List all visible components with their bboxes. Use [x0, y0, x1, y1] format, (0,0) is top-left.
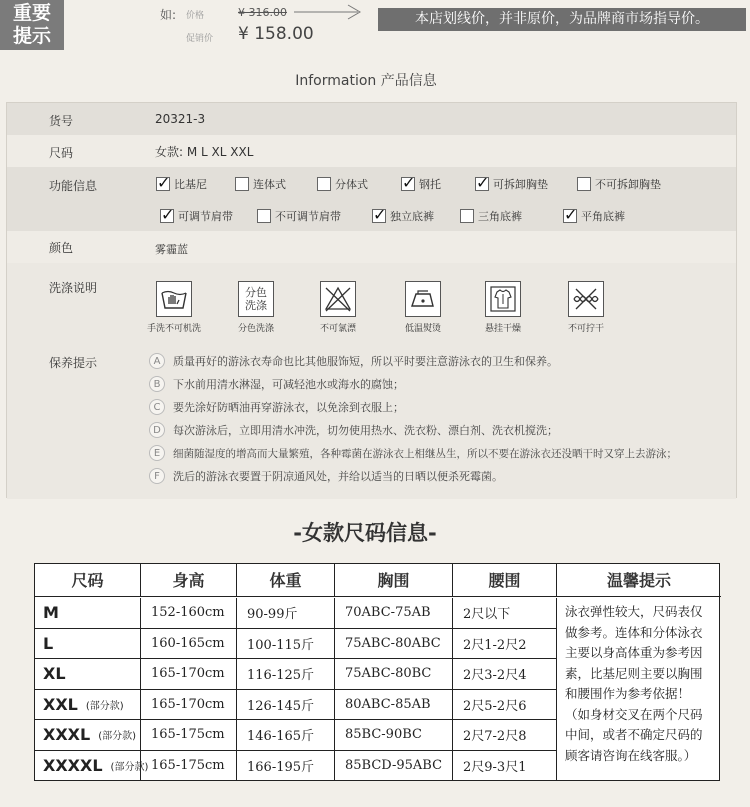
function-row — [7, 167, 736, 231]
original-price-label: 价格 — [186, 11, 205, 21]
checkbox-checked — [401, 177, 415, 191]
promo-price-label: 促销价 — [186, 34, 214, 44]
size-name: M — [43, 603, 59, 623]
size-cell-size — [35, 659, 141, 690]
product-info-panel — [6, 102, 737, 498]
size-cell-height: 165-175cm — [141, 751, 237, 782]
wash-item-hand-wash — [146, 281, 201, 334]
size-cell-bust: 80ABC-85AB — [335, 690, 453, 721]
separate-wash-icon: 分色洗涤 — [238, 281, 274, 317]
size-name: XXL — [43, 694, 78, 714]
hang-dry-icon — [485, 281, 521, 317]
size-name: XXXL — [43, 725, 91, 745]
size-note: (部分款) — [85, 700, 124, 712]
size-cell-bust: 75ABC-80BC — [335, 659, 453, 690]
size-section-title: -女款尺码信息- — [293, 521, 437, 545]
care-label: 保养提示 — [49, 356, 98, 370]
color-row — [7, 231, 736, 263]
size-cell-waist: 2尺9-3尺1 — [453, 751, 557, 782]
notice-line-1: 重要 — [12, 2, 51, 24]
size-cell-bust: 70ABC-75AB — [335, 598, 453, 629]
size-cell-waist: 2尺5-2尺6 — [453, 690, 557, 721]
size-cell-bust: 75ABC-80ABC — [335, 629, 453, 660]
checkbox-checked — [475, 177, 489, 191]
size-name: XXXXL — [43, 756, 103, 776]
care-item-f: F 洗后的游泳衣要置于阴凉通风处，并给以适当的日晒以便杀死霉菌。 — [149, 468, 503, 484]
price-disclaimer: 本店划线价，并非原价，为品牌商市场指导价。 — [378, 8, 746, 31]
option-separate-bottoms: ✓ 独立底裤 — [372, 208, 434, 224]
care-item-e: E 细菌随湿度的增高而大量繁殖，各种霉菌在游泳衣上相继丛生，所以不要在游泳衣还没晒干时又穿上去游泳； — [149, 445, 677, 461]
option-bikini: ✓ 比基尼 — [156, 176, 207, 192]
low-temp-iron-icon — [405, 281, 441, 317]
wash-label-iron: 低温熨烫 — [404, 324, 441, 334]
option-boyshort-bottoms: ✓ 平角底裤 — [563, 208, 625, 224]
size-cell-height: 165-170cm — [141, 690, 237, 721]
wash-item-separate — [231, 281, 281, 334]
option-underwire: ✓ 钢托 — [401, 176, 441, 192]
checkbox-unchecked — [317, 177, 331, 191]
size-cell-bust: 85BCD-95ABC — [335, 751, 453, 782]
option-triangle-bottoms: 三角底裤 — [460, 208, 522, 224]
item-number-row — [7, 103, 736, 135]
size-cell-waist: 2尺7-2尺8 — [453, 720, 557, 751]
checkbox-checked — [372, 209, 386, 223]
size-cell-weight: 166-195斤 — [237, 751, 335, 782]
header-bust: 胸围 — [335, 564, 453, 597]
color-label: 颜色 — [49, 241, 74, 255]
size-cell-weight: 126-145斤 — [237, 690, 335, 721]
size-row — [7, 135, 736, 167]
wash-label-no-bleach: 不可氯漂 — [319, 324, 356, 334]
item-number-label: 货号 — [49, 114, 74, 128]
header-tip: 温馨提示 — [557, 564, 721, 597]
size-note: (部分款) — [98, 731, 137, 743]
checkbox-unchecked — [460, 209, 474, 223]
function-label: 功能信息 — [49, 179, 98, 193]
size-cell-weight: 90-99斤 — [237, 598, 335, 629]
promo-price: ¥ 158.00 — [238, 24, 314, 44]
example-label: 如: — [160, 8, 177, 22]
no-wring-icon — [568, 281, 604, 317]
checkbox-unchecked — [257, 209, 271, 223]
size-note: (部分款) — [110, 762, 149, 774]
size-cell-waist: 2尺1-2尺2 — [453, 629, 557, 660]
wash-item-no-bleach — [313, 281, 363, 334]
wash-item-hang-dry — [478, 281, 528, 334]
wash-item-no-wring — [561, 281, 611, 334]
size-cell-weight: 146-165斤 — [237, 720, 335, 751]
size-value: 女款: M L XL XXL — [155, 145, 254, 159]
care-item-a: A 质量再好的游泳衣寿命也比其他服饰短，所以平时要注意游泳衣的卫生和保养。 — [149, 353, 558, 369]
header-waist: 腰围 — [453, 564, 557, 597]
color-value: 雾霾蓝 — [155, 243, 188, 256]
size-name: L — [43, 633, 54, 653]
size-name: XL — [43, 664, 66, 684]
size-cell-size — [35, 690, 141, 721]
size-cell-height: 160-165cm — [141, 629, 237, 660]
option-fixed-pads: 不可拆卸胸垫 — [577, 176, 661, 192]
option-removable-pads: ✓ 可拆卸胸垫 — [475, 176, 548, 192]
size-cell-size — [35, 598, 141, 629]
no-bleach-icon — [320, 281, 356, 317]
option-fixed-straps: 不可调节肩带 — [257, 208, 341, 224]
size-cell-bust: 85BC-90BC — [335, 720, 453, 751]
original-price: ¥ 316.00 — [238, 6, 287, 19]
size-cell-height: 165-175cm — [141, 720, 237, 751]
size-cell-height: 152-160cm — [141, 598, 237, 629]
arrow-right-icon — [294, 3, 364, 21]
size-cell-waist: 2尺以下 — [453, 598, 557, 629]
care-item-b: B 下水前用清水淋湿，可减轻池水或海水的腐蚀； — [149, 376, 404, 392]
header-weight: 体重 — [237, 564, 335, 597]
size-cell-height: 165-170cm — [141, 659, 237, 690]
wash-label-no-wring: 不可拧干 — [567, 324, 604, 334]
size-cell-size — [35, 751, 149, 782]
item-number-value: 20321-3 — [155, 112, 206, 126]
size-cell-size — [35, 629, 141, 660]
size-table — [34, 563, 720, 781]
hand-wash-no-machine-icon — [156, 281, 192, 317]
wash-label-hand: 手洗不可机洗 — [146, 324, 201, 334]
important-notice-tag — [0, 0, 64, 50]
care-item-d: D 每次游泳后，立即用清水冲洗，切勿使用热水、洗衣粉、漂白剂、洗衣机搅洗； — [149, 422, 558, 438]
checkbox-checked — [563, 209, 577, 223]
checkbox-unchecked — [577, 177, 591, 191]
checkbox-checked — [156, 177, 170, 191]
wash-item-iron — [398, 281, 448, 334]
wash-label: 洗涤说明 — [49, 281, 98, 295]
size-label: 尺码 — [49, 146, 74, 160]
size-cell-weight: 116-125斤 — [237, 659, 335, 690]
option-adjustable-straps: ✓ 可调节肩带 — [160, 208, 233, 224]
wash-label-separate: 分色洗涤 — [237, 324, 274, 334]
wash-label-hang-dry: 悬挂干燥 — [484, 324, 521, 334]
option-two-piece: 分体式 — [317, 176, 368, 192]
header-size: 尺码 — [35, 564, 141, 597]
notice-line-2: 提示 — [12, 25, 51, 47]
checkbox-checked — [160, 209, 174, 223]
size-cell-waist: 2尺3-2尺4 — [453, 659, 557, 690]
size-cell-size — [35, 720, 141, 751]
size-cell-weight: 100-115斤 — [237, 629, 335, 660]
size-tip-text: 泳衣弹性较大，尺码表仅做参考。连体和分体泳衣主要以身高体重为参考因素，比基尼则主要以胸围和腰围作为参考依据！（如身材交叉在两个尺码中间，或者不确定尺码的顾客请咨询在线客服。） — [565, 604, 703, 763]
header-height: 身高 — [141, 564, 237, 597]
info-section-title: Information 产品信息 — [295, 73, 437, 89]
care-item-c: C 要先涂好防晒油再穿游泳衣，以免涂到衣服上； — [149, 399, 404, 415]
option-one-piece: 连体式 — [235, 176, 286, 192]
checkbox-unchecked — [235, 177, 249, 191]
